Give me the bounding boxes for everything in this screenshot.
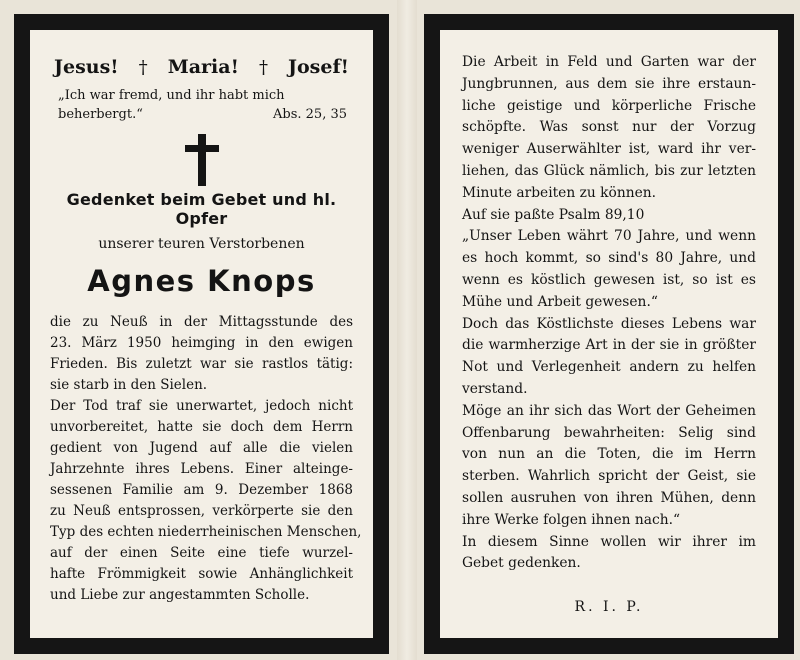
quote-line: beherbergt.“ <box>58 107 143 122</box>
deceased-name: Agnes Knops <box>87 264 316 298</box>
text-line: Offenbarung bewahrheiten: Selig sind <box>462 424 756 441</box>
right-card-border <box>424 14 794 654</box>
text-line: liche geistige und körperliche Frische <box>462 97 756 114</box>
text-line: In diesem Sinne wollen wir ihrer im <box>462 533 756 550</box>
text-line: Der Tod traf sie unerwartet, jedoch nicht <box>50 398 353 414</box>
text-line: „Unser Leben währt 70 Jahre, und wenn <box>462 228 756 245</box>
right-body-text <box>462 52 756 575</box>
text-line: Gebet gedenken. <box>462 555 581 572</box>
text-line: 23. März 1950 heimging in den ewigen <box>50 335 353 351</box>
left-body-text <box>50 312 362 606</box>
text-line: sie starb in den Sielen. <box>50 377 208 393</box>
left-card-border <box>14 14 389 654</box>
paragraph <box>462 205 756 227</box>
text-line: sterben. Wahrlich spricht der Geist, sie <box>462 468 756 485</box>
quote-reference: Abs. 25, 35 <box>273 107 347 122</box>
text-line: Auf sie paßte Psalm 89,10 <box>462 206 645 223</box>
text-line: Frieden. Bis zuletzt war sie rastlos tätig: <box>50 356 353 372</box>
right-card-page <box>440 30 778 638</box>
latin-cross-icon <box>50 134 353 186</box>
paragraph <box>462 52 756 205</box>
text-line: Möge an ihr sich das Wort der Geheimen <box>462 402 756 419</box>
text-line: gedient von Jugend auf alle die vielen <box>50 440 353 456</box>
text-line: wenn es köstlich gewesen ist, so ist es <box>462 271 756 288</box>
cross-separator-icon: † <box>138 57 148 78</box>
text-line: weniger Auserwählter ist, ward ihr ver- <box>462 141 756 158</box>
invocation-line <box>50 46 353 78</box>
text-line: Jahrzehnte ihres Lebens. Einer alteinge- <box>50 461 353 477</box>
paragraph <box>50 396 362 606</box>
paragraph <box>462 401 756 532</box>
text-line: liehen, das Glück nämlich, bis zur letzten <box>462 162 756 179</box>
text-line: Not und Verlegenheit andern zu helfen <box>462 359 756 376</box>
quote-line: „Ich war fremd, und ihr habt mich <box>58 88 285 103</box>
cross-separator-icon: † <box>258 57 268 78</box>
invocation-josef: Josef! <box>288 56 349 78</box>
left-card-page <box>30 30 373 638</box>
memorial-heading: Gedenket beim Gebet und hl. Opfer <box>66 190 337 228</box>
text-line: die warmherzige Art in der sie in größter <box>462 337 756 354</box>
memorial-subheading: unserer teuren Verstorbenen <box>98 236 305 252</box>
bible-quote <box>50 86 353 124</box>
text-line: auf der einen Seite eine tiefe wurzel- <box>50 545 353 561</box>
text-line: hafte Frömmigkeit sowie Anhänglichkeit <box>50 566 353 582</box>
text-line: und Liebe zur angestammten Scholle. <box>50 587 310 603</box>
text-line: unvorbereitet, hatte sie doch dem Herrn <box>50 419 353 435</box>
paragraph <box>50 312 353 396</box>
text-line: Minute arbeiten zu können. <box>462 184 657 201</box>
text-line: von nun an die Toten, die im Herrn <box>462 446 756 463</box>
text-line: verstand. <box>462 380 528 397</box>
text-line: Die Arbeit in Feld und Garten war der <box>462 54 756 70</box>
card-fold <box>397 0 417 660</box>
text-line: schöpfte. Was sonst nur der Vorzug <box>462 119 756 136</box>
paragraph <box>462 314 756 401</box>
text-line: Mühe und Arbeit gewesen.“ <box>462 293 658 310</box>
text-line: Jungbrunnen, aus dem sie ihre erstaun- <box>462 75 756 92</box>
paragraph <box>462 226 756 313</box>
invocation-jesus: Jesus! <box>54 56 119 78</box>
text-line: sessenen Familie am 9. Dezember 1868 <box>50 482 353 498</box>
text-line: zu Neuß entsprossen, verkörperte sie den <box>50 503 353 519</box>
text-line: Typ des echten niederrheinischen Menschen, <box>50 524 362 540</box>
paragraph <box>462 532 756 576</box>
text-line: die zu Neuß in der Mittagsstunde des <box>50 314 353 330</box>
text-line: es hoch kommt, so sind's 80 Jahre, und <box>462 250 756 267</box>
text-line: sollen ausruhen von ihren Mühen, denn <box>462 489 756 506</box>
text-line: Doch das Köstlichste dieses Lebens war <box>462 315 756 332</box>
invocation-maria: Maria! <box>167 56 239 78</box>
rip-closing: R. I. P. <box>574 599 644 616</box>
text-line: ihre Werke folgen ihnen nach.“ <box>462 511 681 528</box>
